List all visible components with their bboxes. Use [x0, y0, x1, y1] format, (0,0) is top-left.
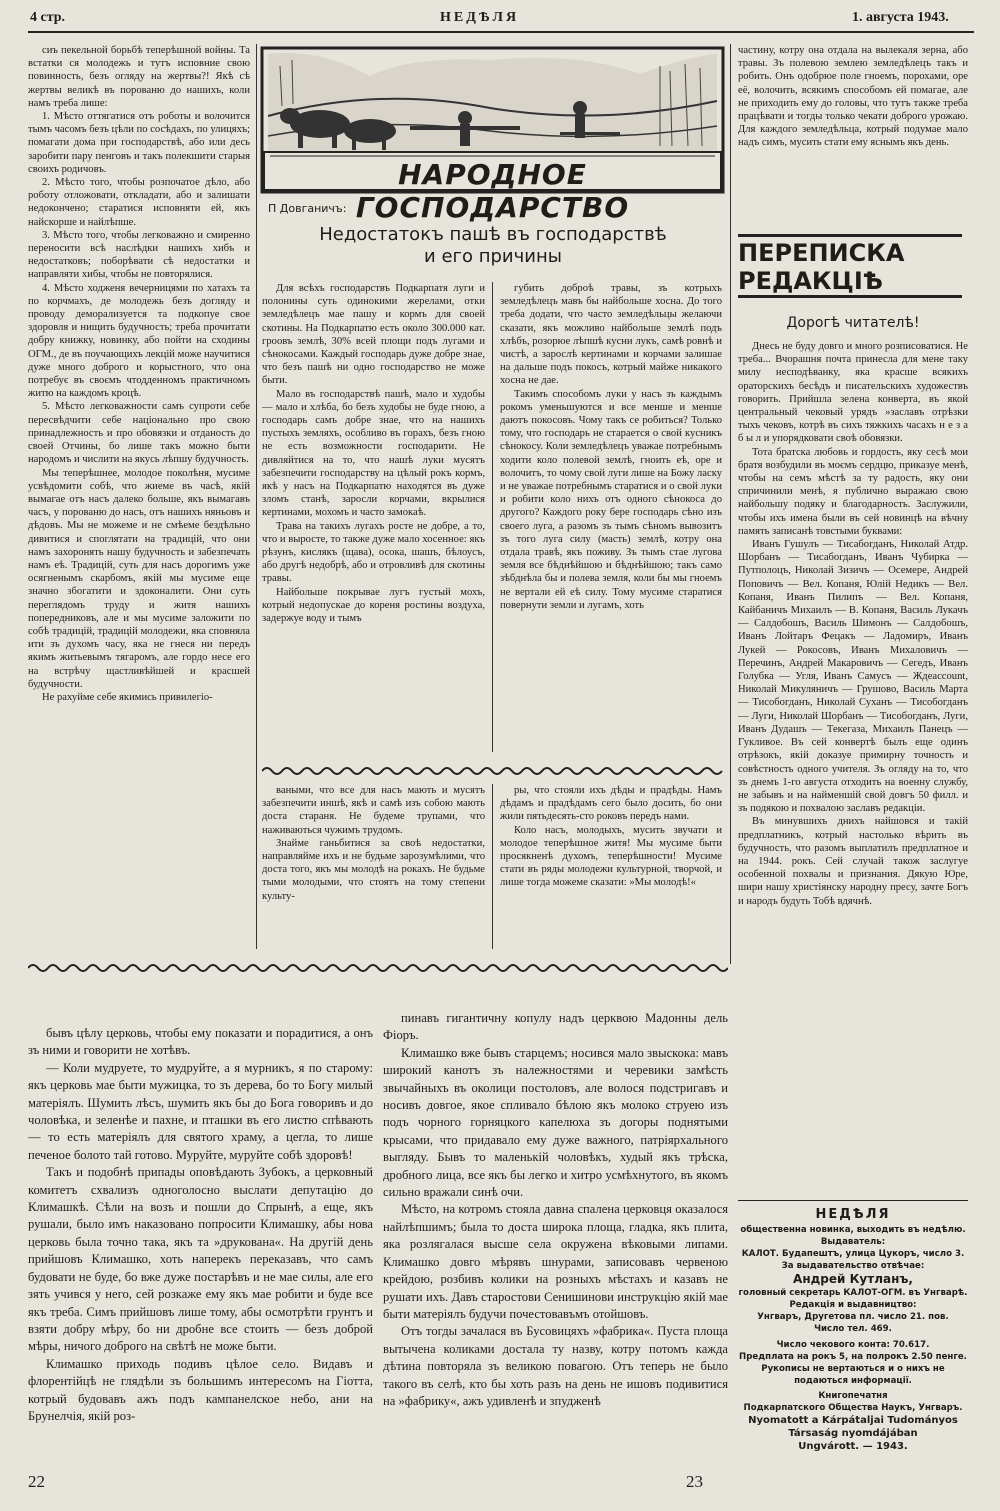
- banner-title: НАРОДНОЕ ГОСПОДАРСТВО: [355, 158, 630, 224]
- paragraph: Тота братска любовь и гордость, яку сесѣ мои братя возбудили въ моємъ сердцю, приказуе менѣ, чтобы на семъ мѣстѣ за ту радость, яку они спричинили менѣ, я публично выражаю свою найбольшу подяку и благодарность. Заслужили, чтобы ихъ имена были въ сей новинцѣ на вѣчну память записанѣ товстыми буквами:: [738, 446, 968, 537]
- imprint-line: Ungvárott. — 1943.: [798, 1441, 908, 1452]
- paragraph: Въ минувшихъ днихъ найшовся и такій предплатникъ, котрый настолько вѣрить въ будучность, что разомъ выплатилъ предплатное и на 1944. рокъ. Сей случай також заслугуе особенной похвалы и признания. Дякую Юрe, шири нашу христіянску народну пресу, зачте Богъ и народъ будуть Тобѣ вдячнѣ.: [738, 816, 968, 907]
- article-column-c: [262, 784, 485, 952]
- paragraph: бывъ цѣлу церковь, чтобы ему показати и порадитися, а онъ зъ ними и говорити не хотѣвъ.: [28, 1026, 373, 1058]
- rubric-line-1: ПЕРЕПИСКА: [738, 239, 905, 267]
- paragraph: Такъ и подобнѣ припады оповѣдають Зубокъ, а церковный комитетъ схвализъ одноголосно выслати депутацію до Климашкѣ. Сѣли на возъ и пошли до Спрынѣ, а еще, якъ рушали, было имъ наказовано попросити Климашку, абы нова церковь была точно така, якъ та »друкована«. На другій день прийшовъ Климашко, хоть наперекъ переказавъ, что самъ будовати не буде, бо вже дуже постарѣвъ и не мае силы, але его зять учився у него, сей розкаже ему якъ мае робити и буде все якъ треба. Симъ прийшовъ лише тому, абы осмотрѣти грунтъ и взяти добру мѣру, бо ни дробне все стоить — безъ доброй мѣры, ничого доброго на свѣтѣ не може быти.: [28, 1165, 373, 1354]
- imprint-line: КАЛОТ. Будапештъ, улица Цукоръ, число 3.: [741, 1249, 965, 1259]
- column-divider: [730, 44, 731, 964]
- article-column-d: [500, 784, 722, 952]
- imprint-line: Подкарпатского Общества Наукъ, Унгваръ.: [743, 1403, 963, 1413]
- paragraph: Для всѣхъ господарствъ Подкарпатя луги и полонины суть одинокими жерелами, отки земледѣлецъ мае пашу и кормъ для своей скотины. На Подкарпатю есть около 300.000 кат. гроовъ землѣ, 30% всей площи подъ лугами и сѣнокосами. Каждый господарь дуже добре знае, что безъ пашѣ ни одно господарство не може быти.: [262, 283, 485, 387]
- greeting: Дорогѣ читателѣ!: [786, 315, 920, 331]
- imprint-line: Редакція и выдавництво:: [789, 1300, 917, 1310]
- paragraph: Найбольше покрывае лугъ густый мохъ, котрый недопускае до кореня ростины воздуха, задержуе воду и тымъ: [262, 586, 485, 625]
- paragraph: Днесь не буду довго и много розписоватися. Не треба... Вчорашня почта принесла для мене таку милу несподѣванку, яка красше всякихъ ораторскихъ бесѣдъ и писательскихъ художествъ говорить. Прийшла зелена конверта, въ якой центральный чековый урядъ »заславъ отрѣзки тыхъ чековъ, котрѣ въ сихъ тяжкихъ часахъ н е з а б ы л и упорядковати своѣ обовязки.: [738, 341, 968, 445]
- article-title-2: и его причины: [424, 246, 562, 267]
- paragraph: Трава на такихъ лугахъ росте не добре, а то, что и выросте, то также дуже мало хосенное: якъ рѣзунъ, кислякъ (щава), осока, шашъ, бѣлоусъ, або другѣ недобрѣ, або и отровливѣ для скотины травы.: [262, 520, 485, 585]
- paragraph: Иванъ Гушулъ — Тисабогданъ, Николай Атдр. Шорбанъ — Тисабогданъ, Иванъ Чубирка — Путполоцъ, Николай Зизичъ — Осемере, Андрей Поповичъ — Вел. Копаня, Юлій Недикъ — Вел. Копаня, Иванъ Пилипъ — Вел. Копаня, Кайбаничъ Михаилъ — В. Копаня, Василь Лукачъ — Салдобошъ, Василь Шимонъ — Салдобошъ, Иванъ Лойтаръ Фецакъ — Ладомиръ, Иванъ Лукей — Рокосовъ, Иванъ Михаловичъ — Перечинъ, Андрей Макаровичъ — Сегедъ, Иванъ Голубка — Угля, Иванъ Самусъ — Ждеaccount, Николай Микуляничъ — Грушово, Василь Марта — Тисобогданъ, Николай Суханъ — Тисобогданъ — Луги, Николай Шорбанъ — Тисобогданъ, Луги, Иванъ Дудашъ — Текегаза, Михаилъ Панецъ — Гукливое. Въ сей конвертѣ былъ еще одинъ отрѣзокъ, якій доказуе примирну точность и совѣстность одного учителя. Зъ огляду на то, что зъ днемъ 1-го августа отходить на военну службу, не забывъ и на найменшій свой довгъ 50 филл. и зъ подякою и похвалою заславъ редакціи.: [738, 539, 968, 815]
- imprint-line: общественна новинка, выходить въ недѣлю.: [740, 1225, 966, 1235]
- imprint-line: Выдаватель:: [820, 1237, 886, 1247]
- right-column-body: [738, 340, 968, 1200]
- imprint-line: Книгопечатня: [818, 1391, 888, 1401]
- article-column-a: [262, 282, 485, 754]
- paragraph: сиъ пекельной борьбѣ теперѣшной войны. Та встатки ся молодежь и тутъ исповние свою повинность, безъ огляду на жертвы?! Якѣ сѣ жертвы великѣ въ порованю до нашихъ, коли намъ треба лише:: [28, 45, 250, 109]
- imprint-line: Társaság nyomdájában: [788, 1428, 918, 1439]
- imprint-title: НЕДѢЛЯ: [815, 1207, 891, 1222]
- paragraph: губить доброѣ травы, зъ котрыхъ земледѣлецъ мавъ бы найбольше хосна. До того треба додати, что часто земледѣльцы желаючи сказати, якъ можливо найбольше землѣ подъ хлѣбъ, розорюе лѣпшѣ кусни лукъ, самѣ ровнѣ и чистѣ, а зарослѣ кертинами и корчами залишае на дальше подъ покосъ, котрый майже никакого хосна не дае.: [500, 283, 722, 387]
- paragraph: 5. Мѣсто легковажности самъ супроти себе пересвѣдчити себе національно про свою принадлежность и про обовязки и отданость до своей Отчины, бо лише такъ можно быти народомъ и числити на якусь лѣпшу будучность.: [28, 401, 250, 466]
- imprint-editor: Андрей Кутланъ,: [793, 1272, 913, 1286]
- paragraph: Климашко приходь подивъ цѣлое село. Видавъ и флорентійцѣ не глядѣли зъ большимъ интересомъ на Гіотта, котрый будовавъ ажъ подъ кампанелское небо, ани на Брунелчія, якій роз-: [28, 1356, 373, 1423]
- paragraph: Мало въ господарствѣ пашѣ, мало и худобы — мало и хлѣба, бо безъ худобы не буде гною, а господарь самъ добре знае, что на нашихъ пустыхъ земляхъ, особливо въ горахъ, безъ гною не есть возможности господарити. Не дивляйтися на то, что нашѣ луки мусятъ забезпечити господарству на цѣлый рокъ кормъ, якѣ у насъ на Подкарпатю находятся въ дуже зломъ станѣ, заросли корчами, вкрылися кертинами, мохомъ и часто замокаѣ.: [262, 388, 485, 519]
- paragraph: Знайме ганьбитися за своѣ недостатки, направляйме ихъ и не будьме зарозумѣлими, что доста того, якъ мы молодѣ на рокахъ. Не будьме тыми молодыми, что стоятъ на тому степени культу-: [262, 837, 485, 902]
- wave-divider: [262, 765, 724, 777]
- imprint-line: За выдавательство отвѣчае:: [781, 1261, 925, 1271]
- paragraph: Отъ тогды зачалася въ Бусовицяхъ »фабрика«. Пуста площа вытычена коликами достала ту назву, котру потомъ каждa дѣтина повторяла зъ великою повагою. Отъ теперь не было такого въ селѣ, кто бы хоть разъ на день не ишовъ подивитися на »фабрику«, ажъ удивленѣ и зпудженѣ: [383, 1324, 728, 1408]
- paragraph: 1. Мѣсто оттягатися отъ роботы и волочится тымъ часомъ безъ цѣли по сосѣдахъ, по улицяхъ; помагати дома при господарствѣ, або или десь заробити пару пенговъ и такъ полекшити старыя своихъ родичовъ.: [28, 111, 250, 175]
- paragraph: Не рахуйме себе якимись привилегіо-: [42, 691, 213, 703]
- story-column-right: [383, 1010, 728, 1467]
- paragraph: пинавъ гигантичну копулу надъ церквою Мадонны дель Фіоръ.: [383, 1011, 728, 1043]
- paragraph: Такимъ способомъ луки у насъ зъ каждымъ рокомъ уменьшуются и все менше и менше даютъ покосовъ. Чому такъ се робиться? Только тому, что господарь не старается о свой кусникъ сѣнокосу. Коли земледѣлецъ уважае потребнымъ ходити коло полевой землѣ, гноить еѣ, оре и волочитъ, то чому свой луги лише на Божу ласку и не уважае потребнымъ старатися и о свой луки и робити коло нихъ отъ одного сѣнокоса до другого? Каждого року бере господарь сѣно изъ своего луга, а разомъ зъ тымъ сѣномъ вывозитъ зъ того луга силу (масть) землѣ, котру она отдала травѣ, якъ поживу. Зъ тымъ стае лугова земля все бѣднѣйшою и бѣднѣйшою; такъ само зѣбднѣла бы и полева земля, коли бы мы гноемъ не вертали ей еѣ силу. Тому мусиме старатися повернути земли и лугамъ, хоть: [500, 388, 722, 611]
- paragraph: ры, что стояли ихъ дѣды и прадѣды. Намъ дѣдамъ и прадѣдамъ сего было досить, бо они жили пятьдесять-сто роковъ передъ нами.: [500, 785, 722, 823]
- page-number-label: 4 стр.: [30, 10, 66, 25]
- imprint: [738, 1206, 968, 1453]
- paragraph: частину, котру она отдала на вылекаля зерна, або травы. Зъ полевою землею земледѣлецъ такъ и робить. Онъ одобрюе поле гноемъ, порохами, оре её, волочить, всякимъ способомъ ей помагае, але не приходить ему до головы, что тутъ также треба працѣвати и тогды только чекати доброго урожаю. Для каждого земледѣльца, котрый подумае мало надъ симъ, мусить стати ему яснымъ якъ день.: [738, 45, 968, 149]
- wave-divider: [28, 962, 728, 974]
- imprint-line: головный секретарь КАЛОТ-ОГМ. въ Унгварѣ.: [738, 1288, 968, 1298]
- article-byline: П Довганичъ:: [268, 202, 347, 215]
- story-column-left: [28, 1025, 373, 1467]
- paragraph: Коло насъ, молодыхъ, мусить звучати и молодое теперѣшное житя! Мы мусиме быти просякненѣ духомъ, теперѣшности! Мусиме стати въ ряды молодежи культурной, творчой, и лише тогда можеме сказати: »Мы молодѣ!«: [500, 824, 722, 889]
- imprint-line: Рукописы не вертаються и о нихъ не подаються информації.: [761, 1364, 945, 1386]
- left-column-text: [28, 44, 250, 954]
- page-number-right: 23: [686, 1472, 703, 1491]
- article-column-b: [500, 282, 722, 754]
- rubric-box: [738, 234, 962, 298]
- column-divider: [492, 282, 493, 752]
- imprint-line: Предплата на рокъ 5, на полрокъ 2.50 пенге.: [739, 1352, 967, 1362]
- imprint-line: Унгваръ, Другетова пл. число 21. пов.: [757, 1312, 949, 1322]
- imprint-line: Число тел. 469.: [814, 1324, 892, 1334]
- imprint-rule: [738, 1200, 968, 1201]
- header-rule: [28, 31, 974, 33]
- paragraph: 4. Мѣсто ходженя вечерницями по хатахъ та по корчмахъ, де молодежь безъ догляду и проводу деморализуется та подкопуе свое здоровля и нищить будучность; треба прочитати добру книжку, новинку, або пойти на сходины ОГМ., де въ поучающихъ лекцій може научитися дуже много доброго и корыстного, что она потребує въ своємъ чтодденномъ практичномъ житю на каждомъ кроцѣ.: [28, 282, 250, 400]
- article-title: Недостатокъ пашѣ въ господарствѣ: [319, 224, 667, 245]
- column-divider: [256, 44, 257, 949]
- paragraph: ваными, что все для насъ мають и мусятъ забезпечити иншѣ, якѣ и самѣ изъ собою мають доста стараня. Не будеме трупами, что наживаються чужимъ трудомъ.: [262, 785, 485, 836]
- page-number-left: 22: [28, 1472, 45, 1491]
- paragraph: Климашко вже бывъ старцемъ; носився мало звыскока: мавъ широкий канотъ зъ належностями и черевики замѣсть звычайныхъ въ околици постоловъ, але волося подстригавъ и носивъ довгое, якое спливало бѣлою якъ молоко струею изъ подъ чорного горняцкого капелюха зъ догоры поднятыми крысами, что придавало ему дуже важного, патріярхального выгляду. Бывъ то маленькій чоловѣкъ, худый якъ трѣска, дробного лица, все якъ бы легко и хитро усмѣхнутого, въ якомъ сильно вражали синѣ очи.: [383, 1045, 728, 1200]
- imprint-line: Nyomatott a Kárpátaljai Tudományos: [748, 1415, 958, 1426]
- issue-date: 1. августа 1943.: [852, 10, 949, 25]
- paragraph: Мѣсто, на котромъ стояла давна спалена церковця оказалося найлѣпшимъ; была то доста широка площа, гладка, якъ плита, яка розлягалася высше села окружена вѣковыми липами. Климашко довго мѣрявъ шнурами, записовавъ червеною крейдою, розбивъ колики на розныхъ мѣстахъ и казавъ не рушати ихъ. Давъ старостови Сенишинови инструкцію якій мае быти матеріялъ будучи почестовавъмъ отойшовъ.: [383, 1202, 728, 1321]
- paragraph: — Коли мудруете, то мудруйте, а я мурникъ, я по старому: якъ церковь мае быти мужицка, то зъ дерева, бо то Богу милый матеріялъ. Шумить лѣсъ, шумить якъ бы до Бога говоривъ и до чоловѣка, и зеленѣе и пахне, и пташки въ его листю спѣвають — то есть матеріялъ для святого храму, а цегла, то лише печеное болото тай готово. Муруйте, муруйте собѣ здоровѣ!: [28, 1060, 373, 1162]
- paragraph: 3. Мѣсто того, чтобы легковажно и смиренно переносити всѣ наслѣдки нашихъ хибъ и недостатковъ; поборѣвати сѣ недостатки и направляти хибы, чтобы не повторялися.: [28, 229, 250, 281]
- rubric-line-2: РЕДАКЦІѢ: [738, 267, 883, 295]
- paragraph: Мы теперѣшнее, молодое поколѣня, мусиме усвѣдомити собѣ, что жиеме въ часѣ, якій вымагае отъ насъ далеко больше, якъ вымагавъ часъ, у порованю до насъ, отъ нашихъ няньовъ и дѣдовъ. Мы не можеме и не смѣеме бездѣльно дивитися и споглятати на традицій, что они намъ захоронять нашу будучность и забезпечать намъ еѣ. Традицій, суть для насъ дорогимъ уже осягненымъ скарбомъ, якій мы мусиме еще значно збогатити и здоконалити. Они суть переглядомъ труду и житя нашихъ попередниковъ, але и мы мусиме заложити по собѣ традицій, традицій молодежи, яка сповняла ити зъ духомъ часу, яка не гнеся ни передъ якимъ житьевымъ тягаромъ, але гордо несе его на встрѣчу щастливѣйшей и красшей будучности.: [28, 467, 250, 690]
- imprint-line: Число чекового конта: 70.617.: [776, 1340, 930, 1350]
- column-divider: [492, 784, 493, 949]
- right-column-top: [738, 44, 968, 234]
- masthead: НЕДѢЛЯ: [440, 10, 520, 25]
- paragraph: 2. Мѣсто того, чтобы розпочатое дѣло, або роботу отложовати, откладати, або и залишати недоконченo; старатися исповняти ей, якъ найскорше и найлѣпше.: [28, 177, 250, 228]
